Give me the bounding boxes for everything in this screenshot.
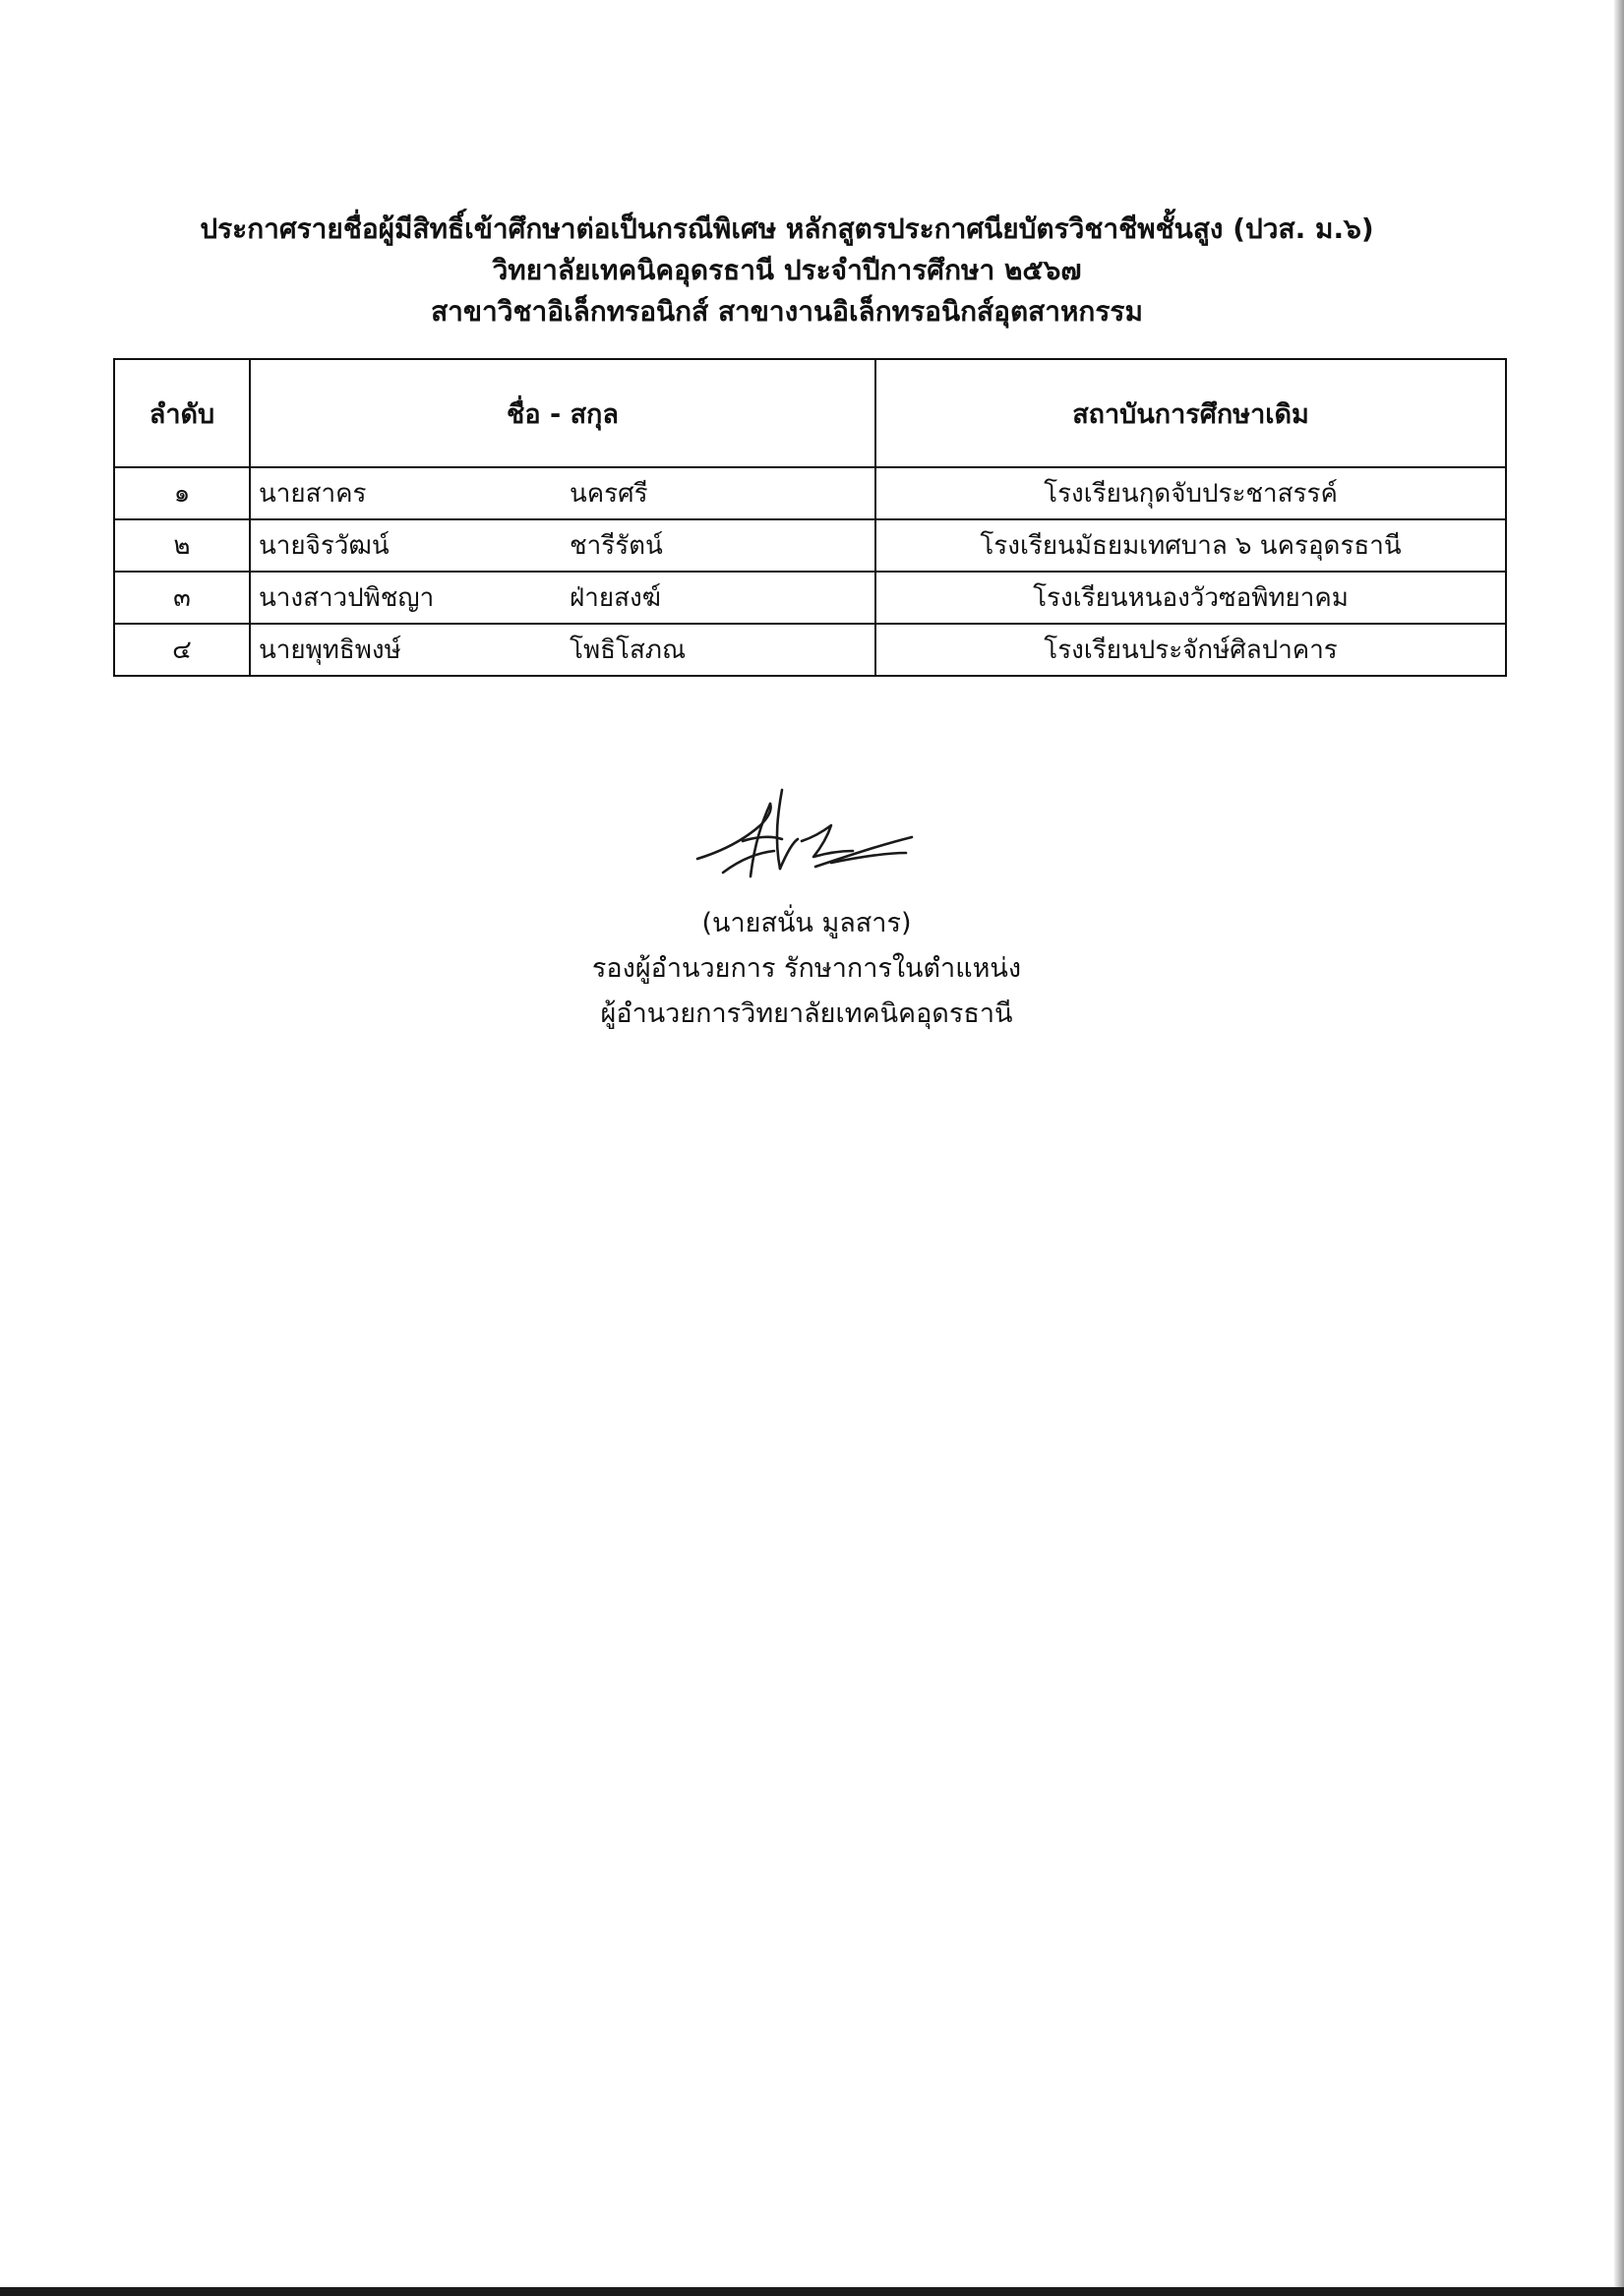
- header-school: สถาบันการศึกษาเดิม: [875, 359, 1506, 467]
- row-school: โรงเรียนหนองวัวซอพิทยาคม: [875, 572, 1506, 624]
- title-line-3: สาขาวิชาอิเล็กทรอนิกส์ สาขางานอิเล็กทรอนิกส์อุตสาหกรรม: [431, 295, 1143, 328]
- student-roster-table: [113, 358, 1507, 677]
- last-name: ชารีรัตน์: [570, 531, 663, 561]
- row-fullname: [250, 467, 875, 519]
- signatory-name: (นายสนั่น มูลสาร): [701, 908, 912, 938]
- first-name: นางสาวปพิชญา: [259, 583, 435, 613]
- first-name: นายพุทธิพงษ์: [259, 635, 401, 665]
- row-number: ๔: [114, 624, 250, 676]
- signatory-position-2: ผู้อำนวยการวิทยาลัยเทคนิคอุดรธานี: [600, 998, 1013, 1029]
- last-name: โพธิโสภณ: [570, 635, 687, 665]
- table-row: [114, 624, 1506, 676]
- handwritten-signature: [684, 782, 920, 890]
- signatory-block: [492, 901, 1121, 1037]
- row-fullname: [250, 624, 875, 676]
- row-fullname: [250, 519, 875, 572]
- title-line-2: วิทยาลัยเทคนิคอุดรธานี ประจำปีการศึกษา ๒๕๖๗: [492, 254, 1082, 286]
- header-name: ชื่อ - สกุล: [250, 359, 875, 467]
- row-school: โรงเรียนมัธยมเทศบาล ๖ นครอุดรธานี: [875, 519, 1506, 572]
- announcement-title: [98, 209, 1475, 332]
- row-school: โรงเรียนประจักษ์ศิลปาคาร: [875, 624, 1506, 676]
- row-number: ๓: [114, 572, 250, 624]
- scan-edge-bottom: [0, 2287, 1624, 2296]
- table-header-row: [114, 359, 1506, 467]
- last-name: นครศรี: [570, 479, 648, 509]
- table-row: [114, 519, 1506, 572]
- row-school: โรงเรียนกุดจับประชาสรรค์: [875, 467, 1506, 519]
- title-line-1: ประกาศรายชื่อผู้มีสิทธิ์เข้าศึกษาต่อเป็นกรณีพิเศษ หลักสูตรประกาศนียบัตรวิชาชีพชั้นสูง (ปวส. ม.๖): [200, 212, 1374, 245]
- row-number: ๑: [114, 467, 250, 519]
- header-no: ลำดับ: [114, 359, 250, 467]
- signatory-position-1: รองผู้อำนวยการ รักษาการในตำแหน่ง: [591, 953, 1022, 984]
- table-row: [114, 467, 1506, 519]
- scan-edge-right: [1614, 0, 1624, 2296]
- first-name: นายสาคร: [259, 479, 367, 509]
- table-row: [114, 572, 1506, 624]
- first-name: นายจิรวัฒน์: [259, 531, 390, 561]
- row-fullname: [250, 572, 875, 624]
- row-number: ๒: [114, 519, 250, 572]
- last-name: ฝ่ายสงฆ์: [570, 583, 661, 613]
